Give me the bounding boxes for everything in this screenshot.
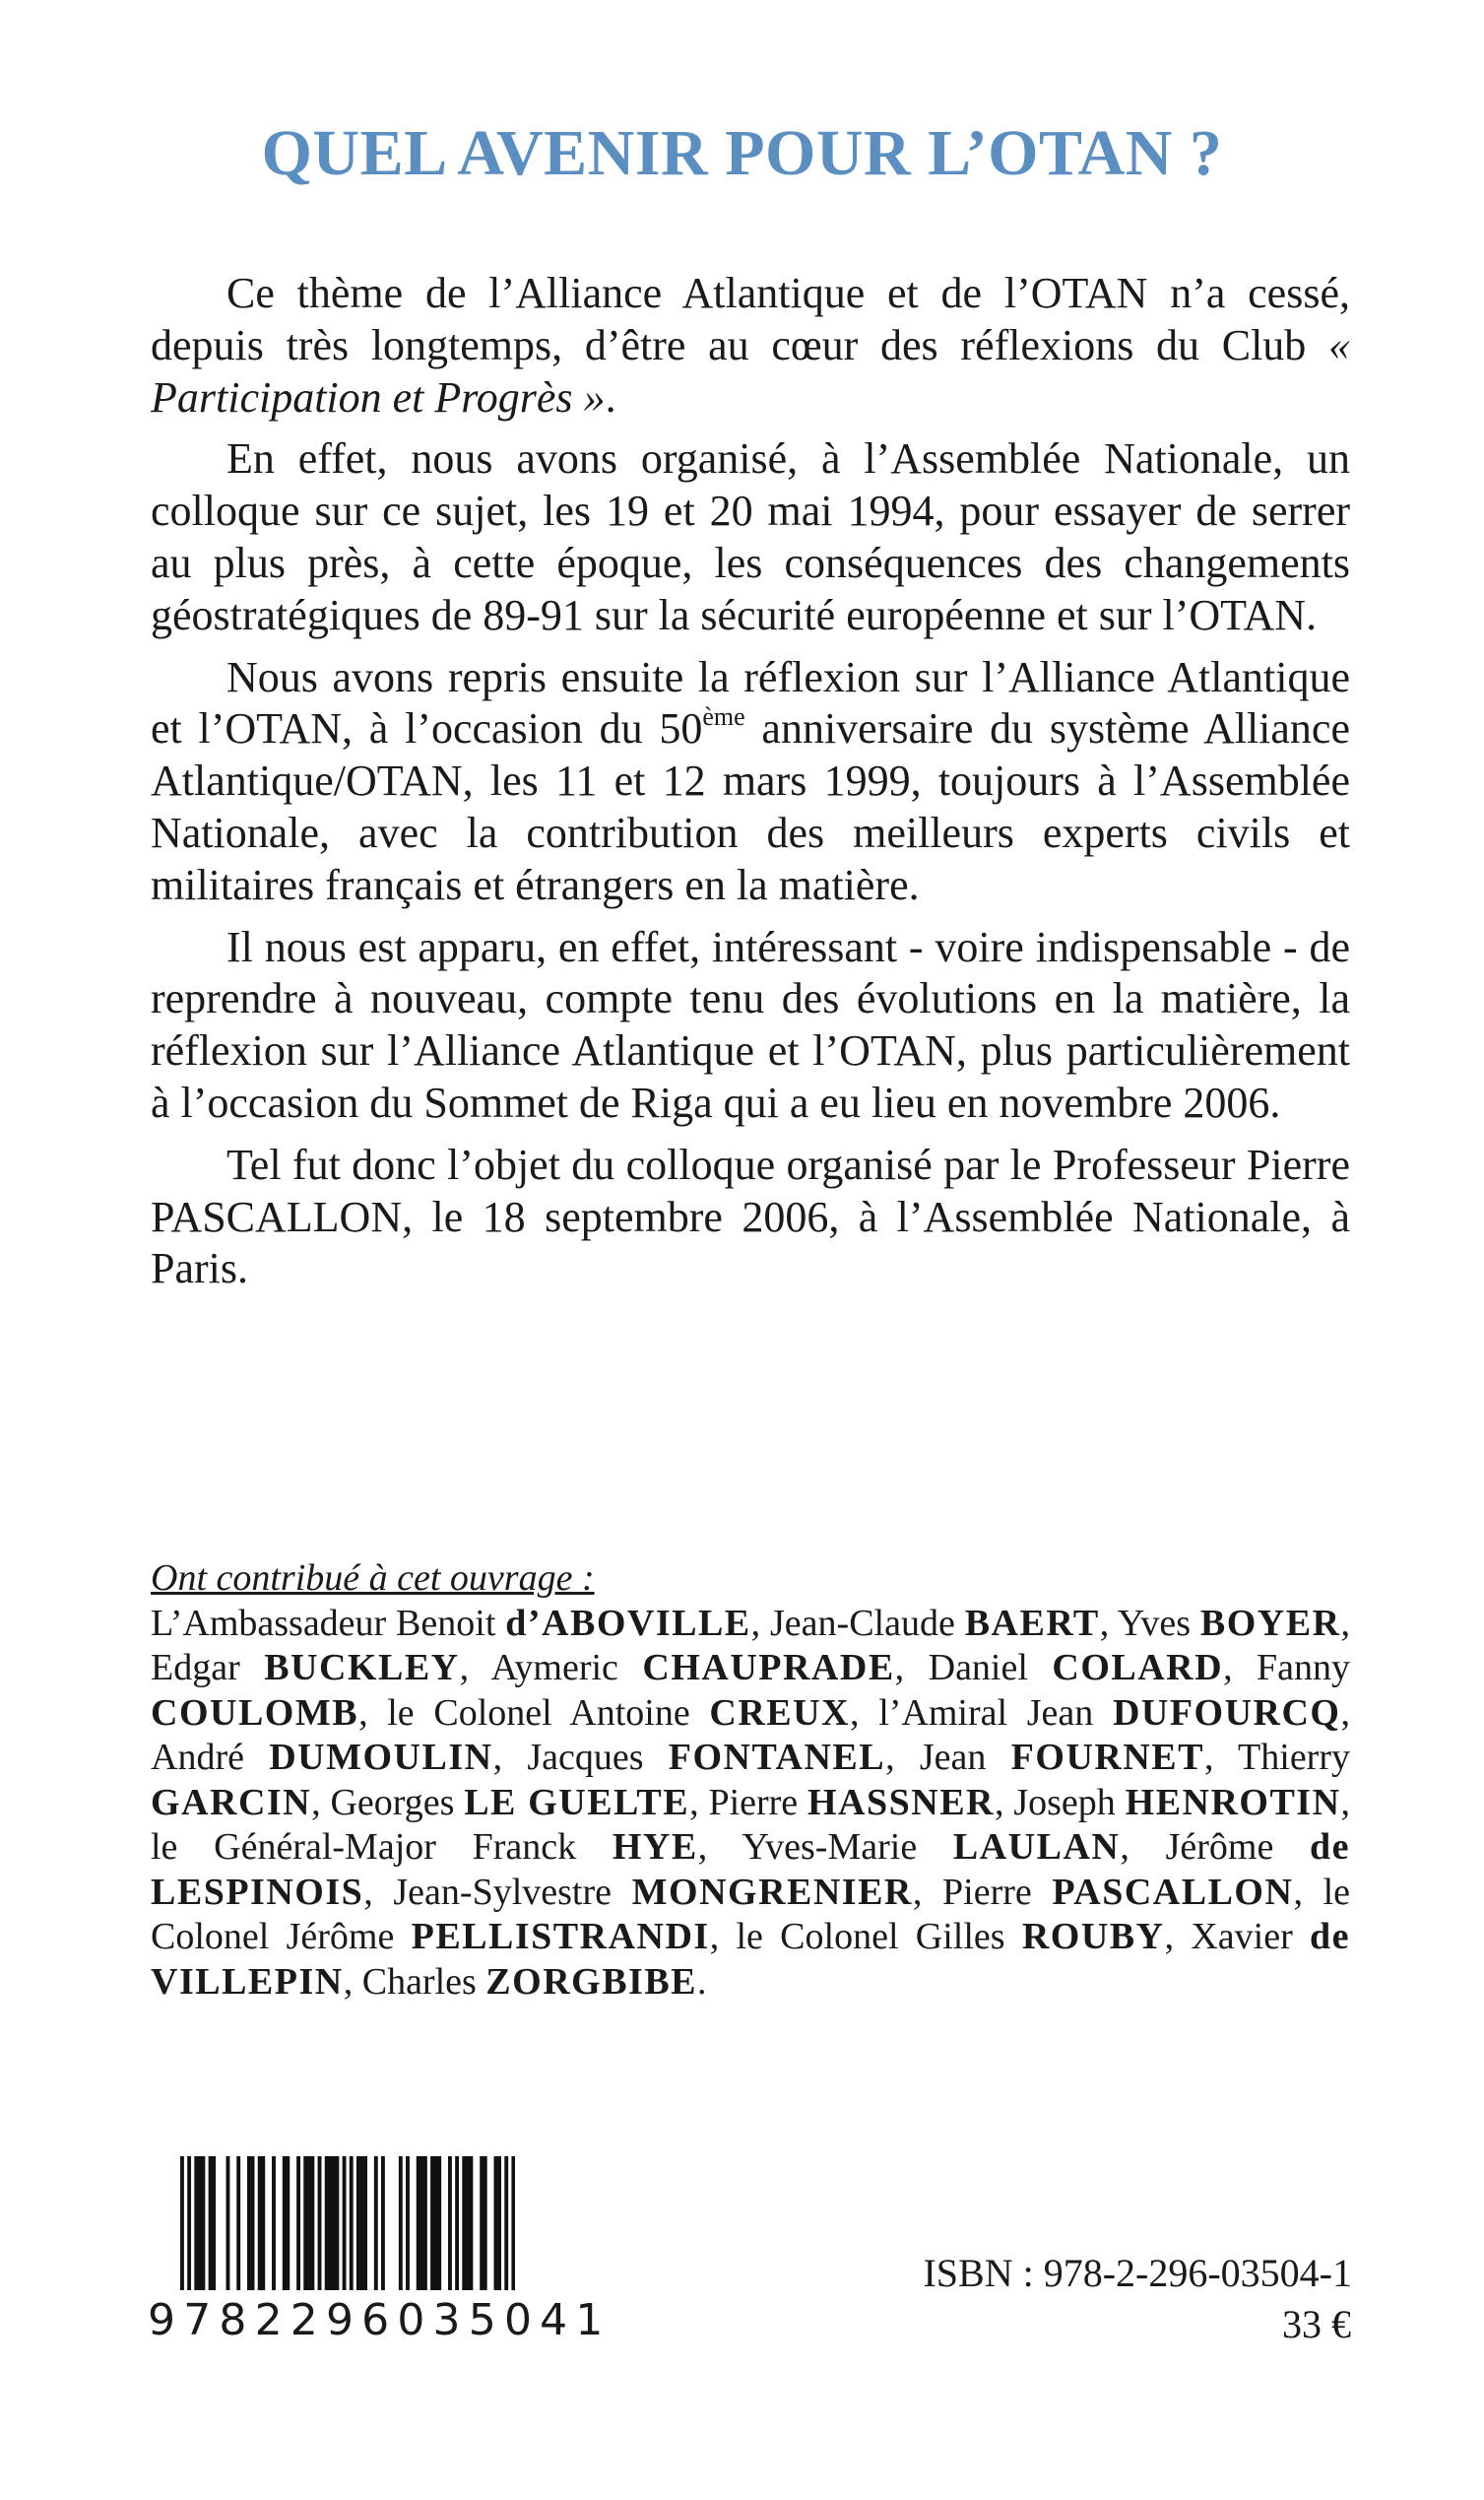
- paragraph-1-end: .: [605, 372, 616, 422]
- contributor-name: BUCKLEY: [264, 1647, 460, 1688]
- ordinal-superscript: ème: [702, 702, 745, 732]
- barcode-bar: [350, 2156, 354, 2290]
- contributors-list: L’Ambassadeur Benoit d’ABOVILLE, Jean-Claude BAERT, Yves BOYER, Edgar BUCKLEY, Aymeric CHAUPRADE, Daniel COLARD, Fanny COULOMB, le Colonel Antoine CREUX, l’Amiral Jean DUFOURCQ, André DUMOULIN, Jacques FONTANEL, Jean FOURNET, Thierry GARCIN, Georges LE GUELTE, Pierre HASSNER, Joseph HENROTIN, le Général-Major Franck HYE, Yves-Marie LAULAN, Jérôme de LESPINOIS, Jean-Sylvestre MONGRENIER, Pierre PASCALLON, le Colonel Jérôme PELLISTRANDI, le Colonel Gilles ROUBY, Xavier de VILLEPIN, Charles ZORGBIBE.: [151, 1602, 1351, 2003]
- barcode-bar: [504, 2156, 508, 2290]
- barcode-bar: [180, 2156, 184, 2290]
- contributor-name: d’ABOVILLE: [505, 1602, 751, 1644]
- contributor-title: le Général-Major Franck: [151, 1826, 613, 1868]
- contributor-name: LAULAN: [952, 1826, 1121, 1868]
- cover-title: QUEL AVENIR POUR L’OTAN ?: [261, 117, 1223, 189]
- barcode-bar: [247, 2156, 251, 2290]
- contributor-title: Xavier: [1191, 1916, 1311, 1957]
- barcode-bar: [335, 2156, 339, 2290]
- contributor-name: ROUBY: [1021, 1916, 1165, 1957]
- barcode-bar: [194, 2156, 198, 2290]
- contributor-title: l’Amiral Jean: [878, 1691, 1113, 1734]
- contributor-title: le Colonel Jérôme: [151, 1871, 1351, 1957]
- contributors-heading: Ont contribué à cet ouvrage :: [151, 1557, 595, 1599]
- contributors-section: [151, 1556, 1350, 2005]
- barcode-bar: [251, 2156, 255, 2290]
- contributor-title: Joseph: [1013, 1781, 1126, 1823]
- paragraph-3-text: Nous avons repris ensuite la réflexion sur l’Alliance Atlantique et l’OTAN, à l’occasion du 50: [151, 652, 1350, 754]
- contributor-name: GARCIN: [151, 1781, 312, 1823]
- barcode-bar: [448, 2156, 452, 2290]
- contributor-name: HENROTIN: [1125, 1781, 1341, 1823]
- paragraph-3: [151, 652, 1350, 912]
- barcode-bar: [360, 2156, 364, 2290]
- barcode-bar: [484, 2156, 487, 2290]
- barcode-bar: [363, 2156, 367, 2290]
- barcode-bar: [286, 2156, 290, 2290]
- barcode-bar: [201, 2156, 205, 2290]
- contributor-name: de VILLEPIN: [151, 1916, 1351, 2003]
- barcode-bar: [261, 2156, 265, 2290]
- contributor-name: COULOMB: [151, 1691, 359, 1734]
- barcode-bar: [310, 2156, 314, 2290]
- barcode-bar: [417, 2156, 420, 2290]
- contributor-name: PELLISTRANDI: [411, 1916, 710, 1957]
- barcode-number: 9782296035041: [148, 2295, 612, 2345]
- barcode-bar: [437, 2156, 441, 2290]
- barcode-bars: [180, 2156, 515, 2290]
- barcode-bar: [419, 2156, 423, 2290]
- back-cover-text: [151, 268, 1350, 1295]
- barcode-bar: [480, 2156, 484, 2290]
- contributor-name: MONGRENIER: [631, 1871, 913, 1913]
- barcode-bar: [258, 2156, 262, 2290]
- club-name: « Participation et Progrès »: [151, 320, 1350, 422]
- contributor-title: Jean-Claude: [770, 1602, 965, 1644]
- contributor-name: CHAUPRADE: [642, 1647, 895, 1688]
- barcode-bar: [236, 2156, 240, 2290]
- contributor-title: Jean: [919, 1737, 1011, 1778]
- barcode-bar: [381, 2156, 385, 2290]
- barcode-bar: [466, 2156, 470, 2290]
- contributor-name: ZORGBIBE: [485, 1960, 698, 2003]
- paragraph-1: [151, 268, 1350, 424]
- barcode-bar: [469, 2156, 473, 2290]
- isbn: ISBN : 978-2-296-03504-1: [923, 2251, 1352, 2295]
- contributor-title: André: [151, 1737, 270, 1778]
- contributor-name: BOYER: [1199, 1602, 1341, 1644]
- barcode-bar: [423, 2156, 427, 2290]
- barcode-bar: [283, 2156, 287, 2290]
- barcode-bar: [328, 2156, 332, 2290]
- barcode-bar: [356, 2156, 360, 2290]
- barcode-bar: [497, 2156, 501, 2290]
- barcode-bar: [399, 2156, 403, 2290]
- barcode: [180, 2156, 515, 2290]
- barcode-bar: [332, 2156, 336, 2290]
- price: 33 €: [1282, 2302, 1351, 2346]
- paragraph-1-text: Ce thème de l’Alliance Atlantique et de l’OTAN n’a cessé, depuis très longtemps, d’être au cœur des réflexions du Club: [151, 269, 1350, 369]
- barcode-bar: [198, 2156, 202, 2290]
- barcode-bar: [307, 2156, 311, 2290]
- barcode-bar: [455, 2156, 459, 2290]
- contributor-name: FONTANEL: [668, 1737, 886, 1778]
- barcode-bar: [187, 2156, 191, 2290]
- paragraph-5: Tel fut donc l’objet du colloque organisé par le Professeur Pierre PASCALLON, le 18 septembre 2006, à l’Assemblée Nationale, à Paris.: [151, 1140, 1350, 1293]
- barcode-bar: [296, 2156, 300, 2290]
- barcode-bar: [212, 2156, 216, 2290]
- contributor-title: le Colonel Antoine: [387, 1691, 710, 1734]
- barcode-bar: [272, 2156, 276, 2290]
- contributor-title: Daniel: [928, 1647, 1053, 1688]
- contributor-title: Jean-Sylvestre: [393, 1871, 632, 1913]
- contributor-title: L’Ambassadeur Benoit: [151, 1602, 506, 1644]
- contributor-title: Jérôme: [1165, 1826, 1311, 1868]
- barcode-bar: [462, 2156, 466, 2290]
- contributor-title: Pierre: [708, 1781, 807, 1823]
- contributor-title: Yves: [1117, 1602, 1200, 1644]
- contributor-name: LE GUELTE: [464, 1781, 690, 1823]
- contributor-name: HASSNER: [807, 1781, 995, 1823]
- contributor-name: FOURNET: [1010, 1737, 1204, 1778]
- contributor-name: DUMOULIN: [269, 1737, 493, 1778]
- paragraph-2: En effet, nous avons organisé, à l’Assemblée Nationale, un colloque sur ce sujet, les 19 et 20 mai 1994, pour essayer de serrer au plus près, à cette époque, les conséquences des changements géostratégiques de 89-91 sur la sécurité européenne et sur l’OTAN.: [151, 434, 1350, 639]
- barcode-bar: [430, 2156, 434, 2290]
- contributor-title: Yves-Marie: [742, 1826, 953, 1868]
- contributor-title: le Colonel Gilles: [736, 1916, 1022, 1957]
- barcode-bar: [303, 2156, 307, 2290]
- contributor-name: DUFOURCQ: [1112, 1691, 1341, 1734]
- contributor-name: CREUX: [709, 1691, 851, 1734]
- barcode-bar: [406, 2156, 410, 2290]
- contributor-name: HYE: [612, 1826, 698, 1868]
- contributor-title: Georges: [330, 1781, 465, 1823]
- barcode-bar: [226, 2156, 230, 2290]
- contributor-name: de LESPINOIS: [151, 1826, 1351, 1913]
- contributor-title: Aymeric: [490, 1647, 643, 1688]
- contributor-title: Pierre: [942, 1871, 1053, 1913]
- barcode-bar: [374, 2156, 378, 2290]
- barcode-bar: [434, 2156, 438, 2290]
- contributor-title: Edgar: [151, 1647, 265, 1688]
- paragraph-3-end: anniversaire du système Alliance Atlantique/OTAN, les 11 et 12 mars 1999, toujours à l’Assemblée Nationale, avec la contribution des meilleurs experts civils et militaires français et étrangers en la matière.: [151, 704, 1350, 909]
- barcode-bar: [511, 2156, 515, 2290]
- contributor-title: Fanny: [1257, 1647, 1351, 1688]
- contributor-name: BAERT: [964, 1602, 1100, 1644]
- contributor-title: Thierry: [1238, 1737, 1350, 1778]
- barcode-bar: [343, 2156, 347, 2290]
- contributor-title: Jacques: [527, 1737, 669, 1778]
- contributor-name: COLARD: [1052, 1647, 1224, 1688]
- barcode-bar: [494, 2156, 498, 2290]
- contributor-title: Charles: [361, 1960, 486, 2003]
- barcode-bar: [209, 2156, 213, 2290]
- barcode-bar: [325, 2156, 329, 2290]
- paragraph-4: Il nous est apparu, en effet, intéressant - voire indispensable - de reprendre à nouveau, compte tenu des évolutions en la matière, la réflexion sur l’Alliance Atlantique et l’OTAN, plus particulièrement à l’occasion du Sommet de Riga qui a eu lieu en novembre 2006.: [151, 922, 1350, 1127]
- contributor-name: PASCALLON: [1052, 1871, 1294, 1913]
- barcode-bar: [318, 2156, 322, 2290]
